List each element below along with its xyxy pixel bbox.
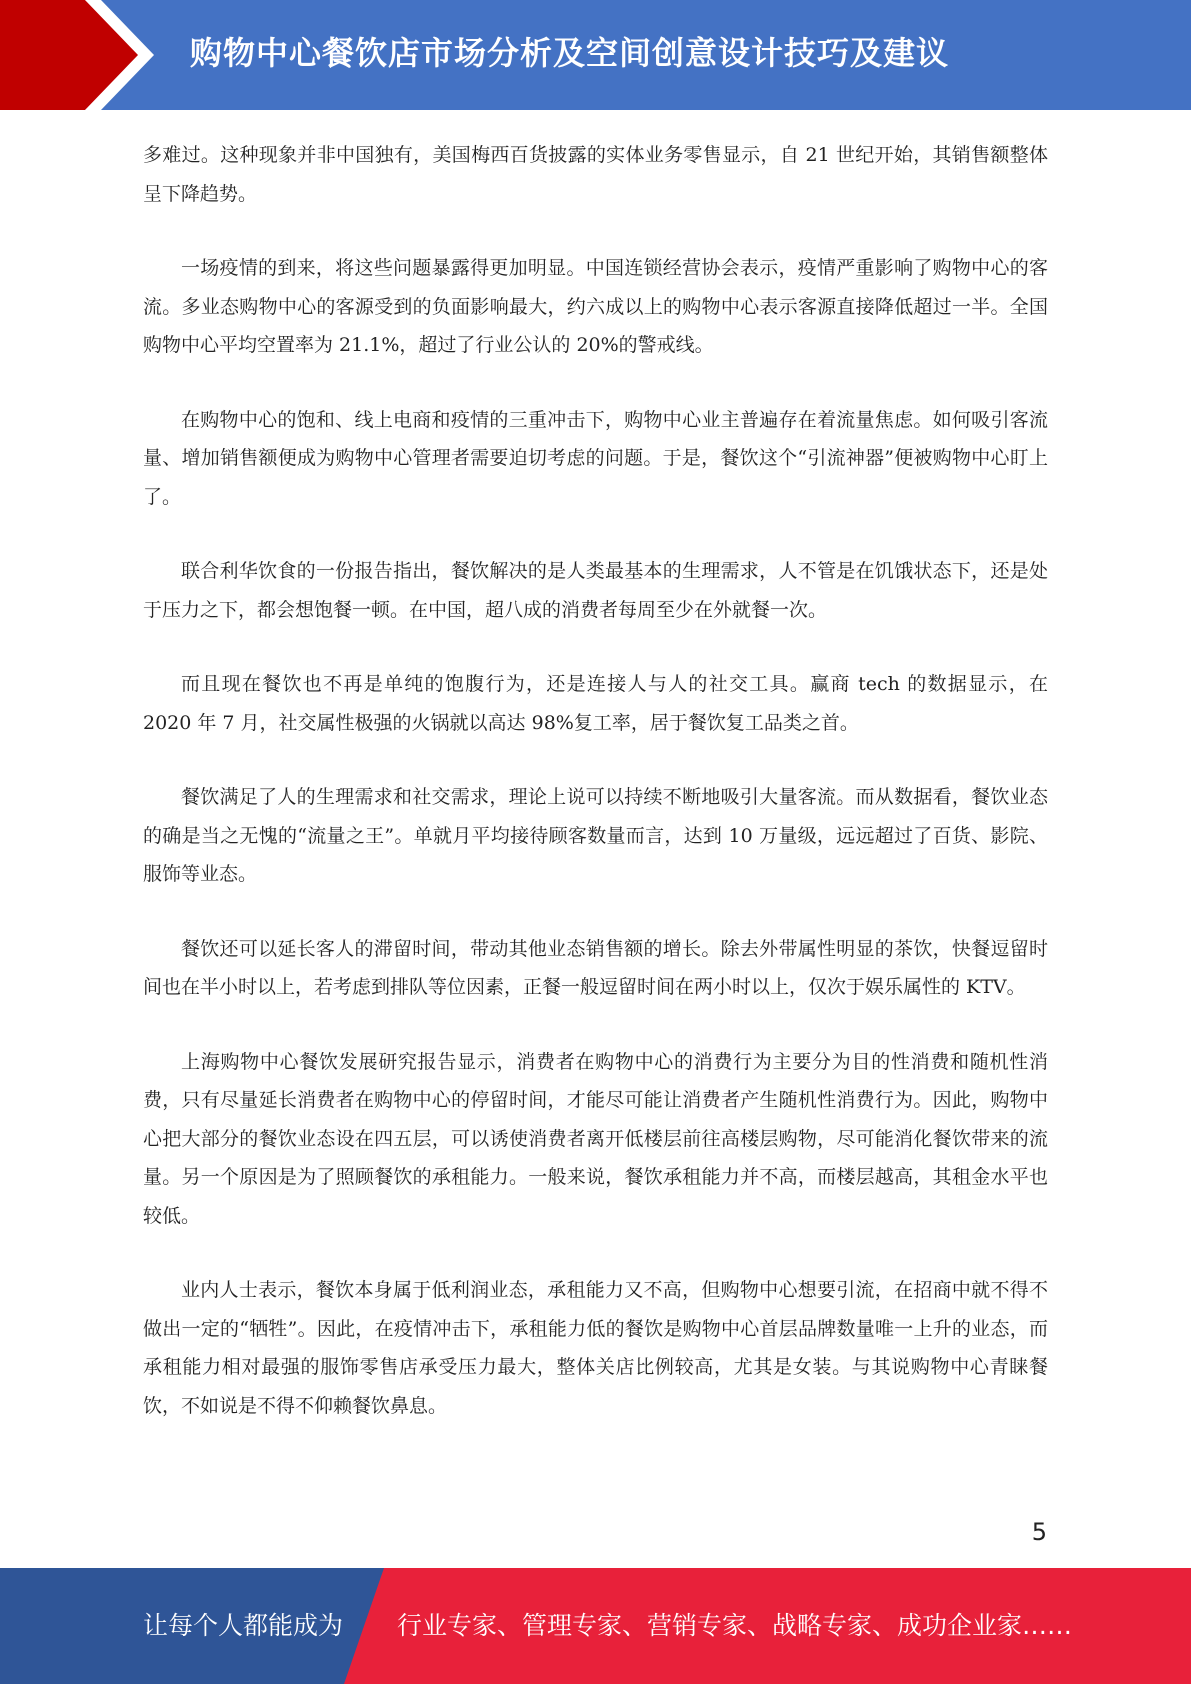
paragraph-8: 上海购物中心餐饮发展研究报告显示，消费者在购物中心的消费行为主要分为目的性消费和随机性消费，只有尽量延长消费者在购物中心的停留时间，才能尽可能让消费者产生随机性消费行为。因此，购物中心把大部分的餐饮业态设在四五层，可以诱使消费者离开低楼层前往高楼层购物，尽可能消化餐饮带来的流量。另一个原因是为了照顾餐饮的承租能力。一般来说，餐饮承租能力并不高，而楼层越高，其租金水平也较低。 xyxy=(143,1050,1048,1227)
paragraph-3: 在购物中心的饱和、线上电商和疫情的三重冲击下，购物中心业主普遍存在着流量焦虑。如何吸引客流量、增加销售额便成为购物中心管理者需要迫切考虑的问题。于是，餐饮这个“引流神器”便被购物中心盯上了。 xyxy=(143,408,1048,508)
page-footer xyxy=(0,1568,1191,1684)
document-title: 购物中心餐饮店市场分析及空间创意设计技巧及建议 xyxy=(190,34,950,72)
paragraph-7: 餐饮还可以延长客人的滞留时间，带动其他业态销售额的增长。除去外带属性明显的茶饮，快餐逗留时间也在半小时以上，若考虑到排队等位因素，正餐一般逗留时间在两小时以上，仅次于娱乐属性的 KTV。 xyxy=(143,937,1048,998)
paragraph-9: 业内人士表示，餐饮本身属于低利润业态，承租能力又不高，但购物中心想要引流，在招商中就不得不做出一定的“牺牲”。因此，在疫情冲击下，承租能力低的餐饮是购物中心首层品牌数量唯一上升的业态，而承租能力相对最强的服饰零售店承受压力最大，整体关店比例较高，尤其是女装。与其说购物中心青睐餐饮，不如说是不得不仰赖餐饮鼻息。 xyxy=(143,1279,1048,1417)
paragraph-4: 联合利华饮食的一份报告指出，餐饮解决的是人类最基本的生理需求，人不管是在饥饿状态下，还是处于压力之下，都会想饱餐一顿。在中国，超八成的消费者每周至少在外就餐一次。 xyxy=(143,560,1048,621)
footer-slogan-right: 行业专家、管理专家、营销专家、战略专家、成功企业家…… xyxy=(397,1611,1073,1640)
header-red-arrow xyxy=(0,0,150,110)
paragraph-1: 多难过。这种现象并非中国独有，美国梅西百货披露的实体业务零售显示，自 21 世纪开始，其销售额整体呈下降趋势。 xyxy=(143,144,1048,205)
footer-slogan-left: 让每个人都能成为 xyxy=(143,1611,344,1640)
page-number: 5 xyxy=(1031,1518,1047,1546)
paragraph-5: 而且现在餐饮也不再是单纯的饱腹行为，还是连接人与人的社交工具。赢商 tech 的数据显示，在 2020 年 7 月，社交属性极强的火锅就以高达 98%复工率，居于餐饮复工品类之首。 xyxy=(143,673,1048,734)
paragraph-2: 一场疫情的到来，将这些问题暴露得更加明显。中国连锁经营协会表示，疫情严重影响了购物中心的客流。多业态购物中心的客源受到的负面影响最大，约六成以上的购物中心表示客源直接降低超过一半。全国购物中心平均空置率为 21.1%，超过了行业公认的 20%的警戒线。 xyxy=(143,257,1048,356)
page-header xyxy=(0,0,1191,110)
paragraph-6: 餐饮满足了人的生理需求和社交需求，理论上说可以持续不断地吸引大量客流。而从数据看，餐饮业态的确是当之无愧的“流量之王”。单就月平均接待顾客数量而言，达到 10 万量级，远远超过了百货、影院、服饰等业态。 xyxy=(143,786,1048,885)
header-arrow-decoration xyxy=(0,0,160,110)
document-body xyxy=(143,136,1048,1461)
